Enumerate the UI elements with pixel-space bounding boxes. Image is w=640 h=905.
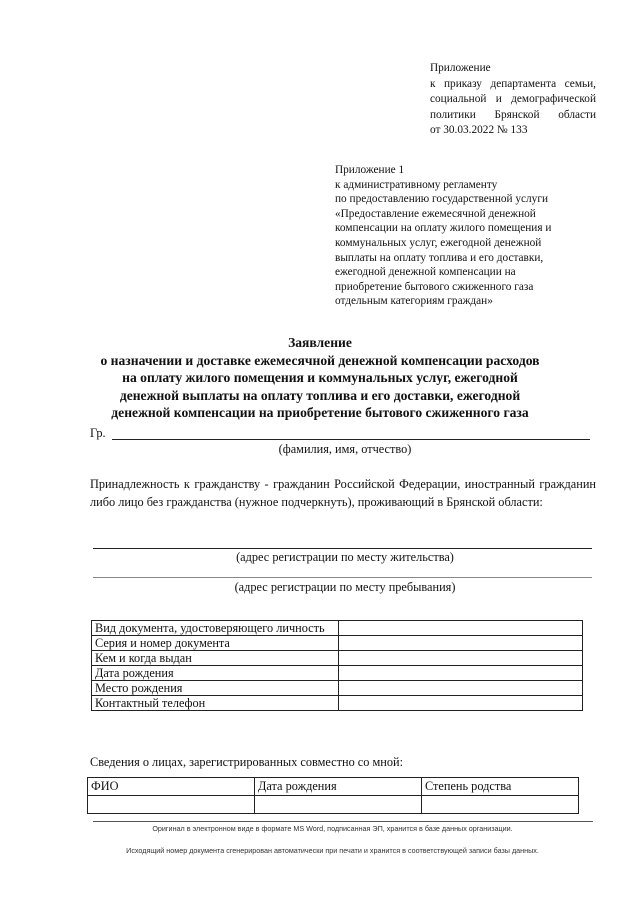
title-line: денежной выплаты на оплату топлива и его доставки, ежегодной <box>119 387 521 403</box>
table-value-cell[interactable] <box>339 651 583 666</box>
table-value-cell[interactable] <box>339 636 583 651</box>
footer-note-number: Исходящий номер документа сгенерирован автоматически при печати и хранится в соответствующей записи базы данных. <box>126 846 539 855</box>
table-header-row <box>88 778 579 796</box>
regulation-appendix-block <box>335 163 597 309</box>
applicant-name-caption: (фамилия, имя, отчество) <box>278 442 412 456</box>
title-line: денежной компенсации на приобретение бытового сжиженного газа <box>111 405 529 420</box>
table-value-cell[interactable] <box>339 621 583 636</box>
regulation-appendix-line: по предоставлению государственной услуги <box>335 193 549 206</box>
identity-document-table <box>91 620 583 711</box>
footer-divider <box>93 821 593 822</box>
table-value-cell[interactable] <box>255 796 422 814</box>
table-value-cell[interactable] <box>339 666 583 681</box>
order-appendix-line: политики Брянской области <box>430 108 596 121</box>
regulation-appendix-line: отдельным категориям граждан» <box>335 295 493 308</box>
regulation-appendix-line: ежегодной денежной компенсации на <box>335 266 516 279</box>
title-line: Заявление <box>288 335 352 350</box>
title-line: о назначении и доставке ежемесячной денежной компенсации расходов <box>100 352 540 368</box>
table-label-cell: Дата рождения <box>92 666 339 681</box>
order-appendix-line: социальной и демографической <box>430 93 596 106</box>
table-value-cell[interactable] <box>339 681 583 696</box>
regulation-appendix-line: приобретение бытового сжиженного газа <box>335 280 534 293</box>
regulation-appendix-line: компенсации на оплату жилого помещения и <box>335 222 552 235</box>
footer-note-storage: Оригинал в электронном виде в формате MS Word, подписанная ЭП, хранится в базе данных организации. <box>152 824 513 833</box>
table-row <box>92 636 583 651</box>
order-appendix-line: Приложение <box>430 62 491 74</box>
citizenship-statement: Принадлежность к гражданству - гражданин Российской Федерации, иностранный гражданин либо лицо без гражданства (нужное подчеркнуть), проживающий в Брянской области: <box>90 477 596 509</box>
residence-address-caption: (адрес регистрации по месту жительства) <box>236 550 454 564</box>
order-appendix-line: от 30.03.2022 № 133 <box>430 124 528 137</box>
stay-address-field[interactable] <box>93 577 592 578</box>
relatives-heading: Сведения о лицах, зарегистрированных совместно со мной: <box>90 755 403 769</box>
stay-address-caption: (адрес регистрации по месту пребывания) <box>234 580 456 594</box>
document-title <box>60 334 580 422</box>
table-label-cell: Кем и когда выдан <box>92 651 339 666</box>
applicant-prefix: Гр. <box>90 426 106 440</box>
table-label-cell: Вид документа, удостоверяющего личность <box>92 621 339 636</box>
regulation-appendix-line: коммунальных услуг, ежегодной денежной <box>335 236 542 249</box>
table-value-cell[interactable] <box>339 696 583 711</box>
table-label-cell: Место рождения <box>92 681 339 696</box>
table-row <box>92 696 583 711</box>
residence-address-field[interactable] <box>93 548 592 549</box>
table-value-cell[interactable] <box>422 796 579 814</box>
table-row <box>92 666 583 681</box>
column-header-name: ФИО <box>88 778 255 796</box>
table-row <box>92 681 583 696</box>
order-appendix-line: к приказу департамента семьи, <box>430 77 596 90</box>
column-header-birth-date: Дата рождения <box>255 778 422 796</box>
table-label-cell: Серия и номер документа <box>92 636 339 651</box>
applicant-name-field[interactable] <box>112 439 590 440</box>
regulation-appendix-line: «Предоставление ежемесячной денежной <box>335 207 536 220</box>
table-row <box>92 651 583 666</box>
title-line: на оплату жилого помещения и коммунальных услуг, ежегодной <box>122 370 518 385</box>
table-row <box>88 796 579 814</box>
column-header-relationship: Степень родства <box>422 778 579 796</box>
regulation-appendix-line: выплаты на оплату топлива и его доставки, <box>335 251 544 264</box>
order-appendix-block <box>430 61 596 139</box>
regulation-appendix-line: к административному регламенту <box>335 178 498 191</box>
relatives-table <box>87 777 579 814</box>
table-value-cell[interactable] <box>88 796 255 814</box>
regulation-appendix-line: Приложение 1 <box>335 164 405 176</box>
table-label-cell: Контактный телефон <box>92 696 339 711</box>
